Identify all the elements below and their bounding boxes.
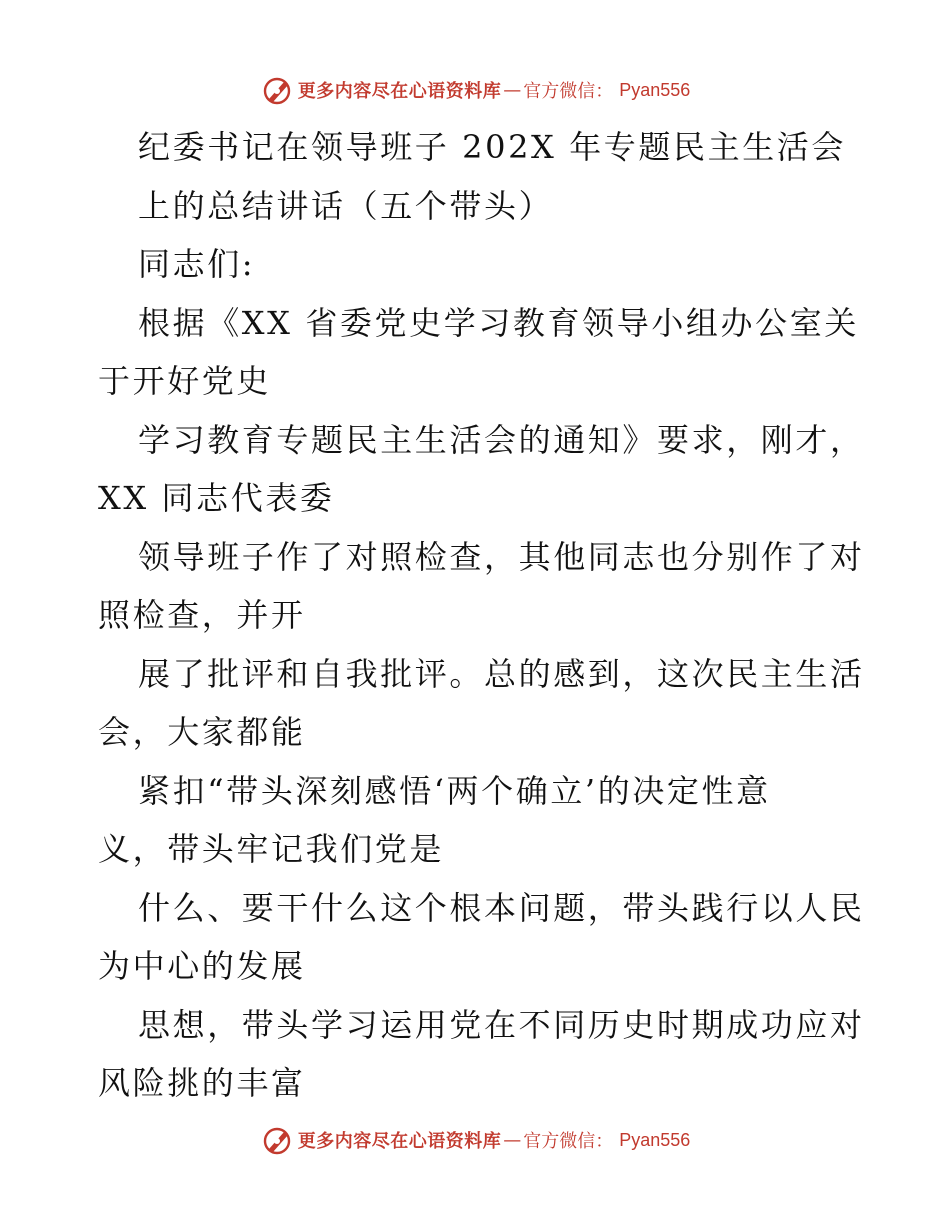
title-line-1: 纪委书记在领导班子 202X 年专题民主生活会 — [138, 128, 847, 166]
paragraph-line: XX 同志代表委 — [98, 479, 335, 517]
footer-wechat-id: Pyan556 — [619, 1129, 691, 1150]
paragraph-line: 展了批评和自我批评。总的感到，这次民主生活 — [138, 654, 865, 693]
document-body — [98, 122, 865, 1117]
paragraph-line: 思想，带头学习运用党在不同历史时期成功应对 — [138, 1005, 865, 1044]
pen-circle-logo-icon — [260, 73, 294, 107]
header-watermark — [0, 70, 950, 110]
footer-label: 官方微信： — [523, 1131, 614, 1152]
header-brand-text: 更多内容尽在心语资料库 — [297, 81, 502, 102]
title-line-2: 上的总结讲话（五个带头） — [138, 186, 554, 225]
paragraph-line: 什么、要干什么这个根本问题，带头践行以人民 — [138, 888, 865, 927]
paragraph-line: 会，大家都能 — [98, 713, 306, 751]
paragraph-line: 根据《XX 省委党史学习教育领导小组办公室关 — [138, 303, 859, 342]
footer-watermark — [0, 1120, 950, 1160]
salutation: 同志们: — [138, 245, 256, 283]
paragraph-line: 学习教育专题民主生活会的通知》要求，刚才， — [138, 420, 865, 459]
paragraph-line: 紧扣“带头深刻感悟‘两个确立’的决定性意 — [138, 771, 771, 810]
paragraph-line: 为中心的发展 — [98, 947, 306, 985]
header-label: 官方微信： — [523, 81, 614, 102]
paragraph-line: 于开好党史 — [98, 362, 272, 400]
footer-dash: — — [503, 1129, 522, 1151]
paragraph-line: 风险挑的丰富 — [98, 1064, 306, 1102]
header-dash: — — [503, 79, 522, 101]
footer-brand-text: 更多内容尽在心语资料库 — [297, 1131, 502, 1152]
paragraph-line: 照检查，并开 — [98, 596, 306, 634]
paragraph-line: 领导班子作了对照检查，其他同志也分别作了对 — [138, 537, 865, 576]
pen-circle-logo-icon — [260, 1123, 294, 1157]
paragraph-line: 义，带头牢记我们党是 — [98, 830, 445, 868]
header-wechat-id: Pyan556 — [619, 79, 691, 100]
